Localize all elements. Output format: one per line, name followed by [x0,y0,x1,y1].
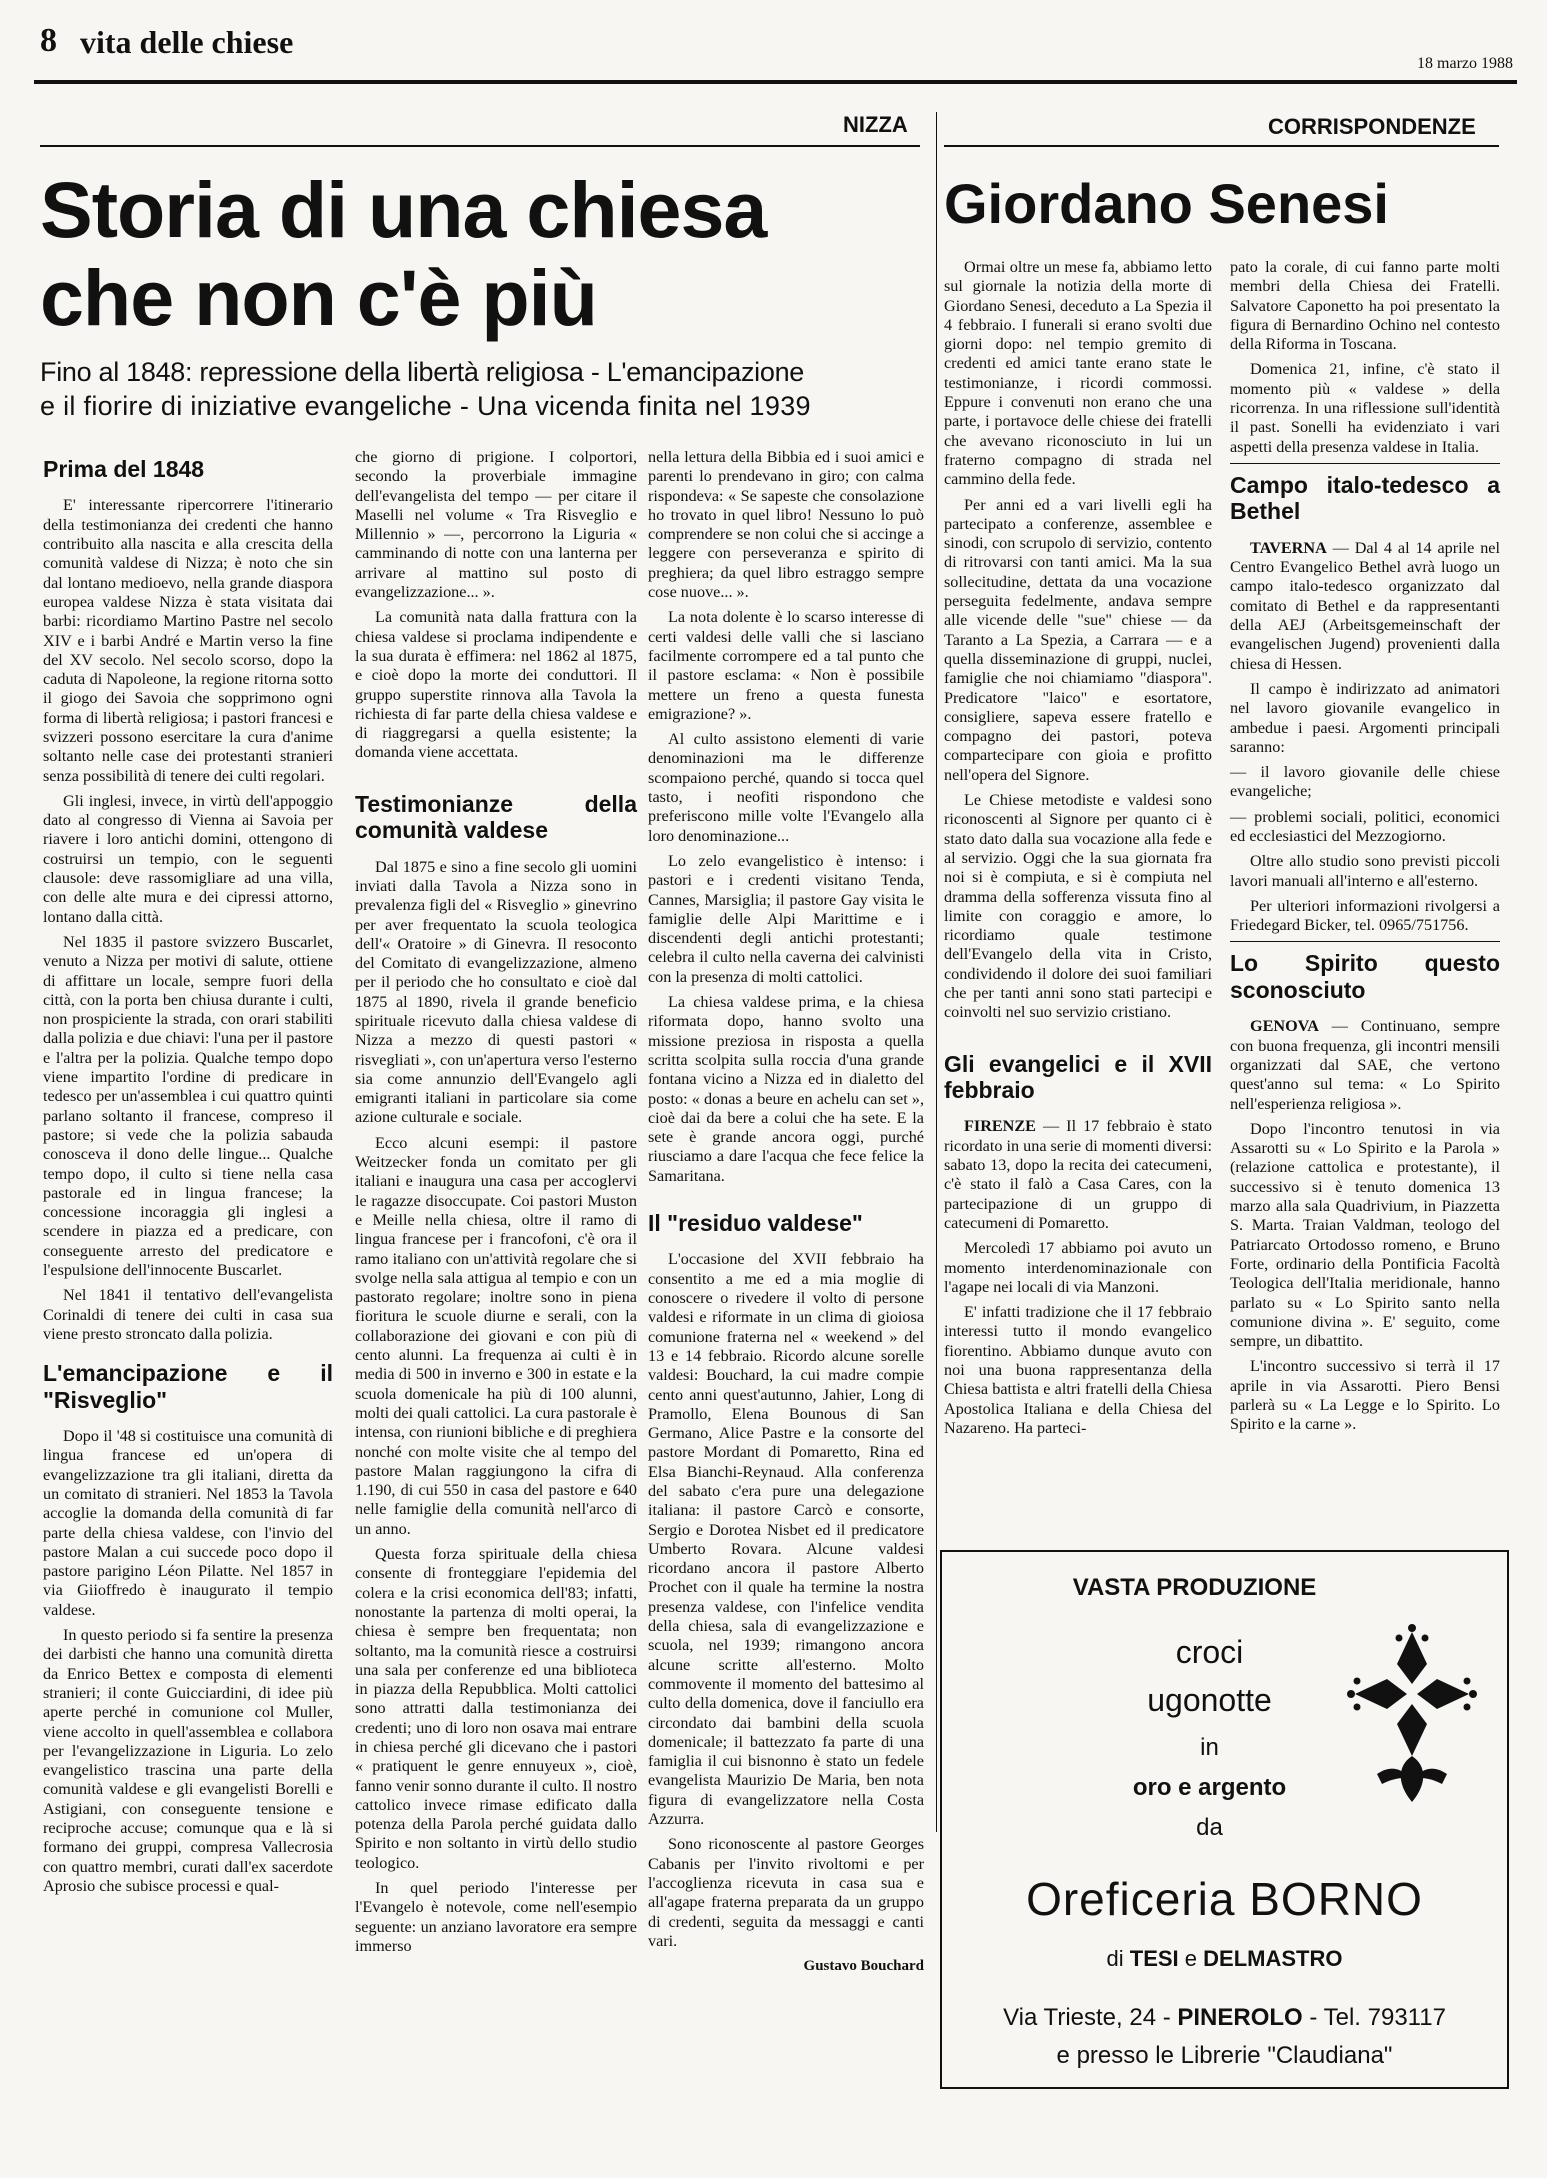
paragraph: Ormai oltre un mese fa, abbiamo letto sul giornale la notizia della morte di Giordano Senesi, deceduto a La Spezia il 4 febbraio. I funerali si erano svolti due giorni dopo: nel tempio gremito di credenti ed amici tante erano state le testimonianze, i ricordi commossi. Eppure i convenuti non erano che una parte, i portavoce delle chiese dei fratelli che avevano riconosciuto in lui un fraterno compagno di strada nel cammino della fede. [944,258,1212,489]
paragraph: E' interessante ripercorrere l'itinerario della testimonianza dei credenti che hanno contribuito alla nascita e alla crescita della comunità valdese di Nizza; è noto che sin dal lontano medioevo, nella grande diaspora europea valdese Nizza è stata visitata dai barbi: ricordiamo Martino Pastre nel secolo XIV e i barbi André e Martin verso la fine del XV secolo. Nel secolo scorso, dopo la caduta di Napoleone, la regione ritorna sotto il giogo dei Savoia che sopprimono ogni forma di libertà religiosa; i pastori francesi e svizzeri possono esercitare la cura d'anime soltanto nelle case dei protestanti stranieri senza possibilità di tenere dei culti regolari. [43,496,333,785]
ad-owners-mid: e [1178,1946,1204,1971]
dateline-taverna: TAVERNA [1250,538,1327,557]
paragraph: E' infatti tradizione che il 17 febbraio interessi tutto il mondo evangelico fiorentino. Abbiamo dunque avuto con noi una buona rappresentanza della Chiesa battista e altri fratelli della Chiesa Apostolica Italiana e della Chiesa del Nazareno. Ha parteci- [944,1303,1212,1437]
paragraph: Per anni ed a vari livelli egli ha partecipato a conferenze, assemblee e sinodi, con scrupolo di servizio, contento di ritrovarsi con tanti amici. Ma la sua sollecitudine, dettata da una vocazione perseguita fedelmente, andava sempre alle vicende delle "sue" chiese — da Taranto a La Spezia, a Carrara — e a quella disseminazione di gruppi, nuclei, famiglie che noi chiamiamo "diaspora". Predicatore "laico" e esortatore, consigliere, sapeva essere fratello e compagno dei pastori, poteva compartecipare con gioia e profitto nell'opera del Signore. [944,495,1212,784]
paragraph: Questa forza spirituale della chiesa consente di fronteggiare l'epidemia del colera e la crisi economica dell'83; infatti, nonostante la partenza di molti operai, la chiesa è sempre ben frequentata; non soltanto, ma la comunità riesce a costruirsi una sala per conferenze ed una biblioteca in piazza della Repubblica. Molti cattolici sono attratti dalla testimonianza dei credenti; uno di loro non osava mai entrare in chiesa perché gli dicevano che i pastori « pratiquent le genre ennuyeux », cioè, fanno venir sonno durante il culto. Il nostro cattolico invece rimase edificato dalla potenza della Parola perché guidata dallo Spirito e non soltanto in virtù dello studio teologico. [355,1545,637,1872]
author-signature: Gustavo Bouchard [803,1958,924,1975]
paragraph: Nel 1835 il pastore svizzero Buscarlet, venuto a Nizza per motivi di salute, ottiene di affittare un locale, sempre fuori della città, con la porta ben chiusa durante i culti, non prospiciente la strada, con orari stabiliti dalla polizia e due chiavi: l'una per il pastore e l'altra per la polizia. Qualche tempo dopo viene impartito l'ordine di predicare in tedesco per un'assemblea i cui quattro quinti parlano soltanto il francese, compreso il pastore; si vede che la polizia sabauda conosceva il dono delle lingue... Qualche tempo dopo, il culto si tiene nella casa pastorale ed in lingua francese; la concessione incoraggia gli inglesi a scendere in piazza ed a predicare, con conseguente arresto del predicatore e l'espulsione dell'innocente Buscarlet. [43,932,333,1280]
paragraph: Il campo è indirizzato ad animatori nel lavoro giovanile evangelico in ambedue i paesi. Argomenti principali saranno: [1230,679,1500,756]
paragraph: Dal 1875 e sino a fine secolo gli uomini inviati dalla Tavola a Nizza sono in prevalenza figli del « Risveglio » ginevrino per aver frequentato la scuola teologica dell'« Oratoire » di Ginevra. Il resoconto del Comitato di evangelizzazione, almeno per il periodo che ho consultato e cioè dal 1875 al 1890, rivela il grande beneficio spirituale ricevuto dalla chiesa valdese di Nizza a mezzo di questi pastori « risvegliati », con un'apertura verso l'esterno sia come annunzio dell'Evangelo agli emigranti italiani in particolare sia come azione culturale e sociale. [355,857,637,1127]
paragraph: Al culto assistono elementi di varie denominazioni ma le differenze scompaiono perché, quando si tocca quel tasto, i neofiti rispondono che preferiscono mille volte l'Evangelo alla loro denominazione... [648,730,924,845]
article-column-3 [648,448,924,1976]
subheading-residuo-valdese: Il "residuo valdese" [648,1209,863,1236]
ad-footer: e presso le Librerie "Claudiana" [1056,2042,1393,2069]
paragraph [944,1117,1212,1233]
ad-line-croci: croci [1175,1634,1244,1670]
paragraph-text: — Dal 4 al 14 aprile nel Centro Evangelico Bethel avrà luogo un campo italo-tedesco organizzato dal comitato di Bethel e da rappresentanti della AEJ (Arbeitsgemeinschaft der evangelischen Jugend) provenienti dalla chiesa di Hessen. [1230,538,1500,673]
section-title: vita delle chiese [80,24,294,60]
paragraph: Lo zelo evangelistico è intenso: i pastori e i credenti visitano Tenda, Cannes, Marsiglia; il pastore Gay visita le famiglie delle Alpi Marittime e i discendenti degli antichi protestanti; celebra il culto nella caverna dei calvinisti con la presenza di molti cattolici. [648,851,924,986]
subheading-prima-1848: Prima del 1848 [43,456,205,482]
paragraph: Nel 1841 il tentativo dell'evangelista Corinaldi di tenere dei culti in casa sua viene presto stroncato dalla polizia. [43,1286,333,1343]
paragraph: Dopo l'incontro tenutosi in via Assarotti su « Lo Spirito e la Parola » (relazione cattolica e protestante), il successivo si è tenuto domenica 13 marzo alla sala Quadrivium, in Piazzetta S. Marta. Traian Valdman, teologo del Patriarcato Ortodosso romeno, e Bruno Forte, ordinario della Pontificia Facoltà Teologica dell'Italia meridionale, hanno parlato su « Lo Spirito santo nella comunione divina ». E' seguito, come sempre, un dibattito. [1230,1119,1500,1351]
list-item: — problemi sociali, politici, economici ed ecclesiastici del Mezzogiorno. [1230,807,1500,845]
paragraph: L'occasione del XVII febbraio ha consentito a me ed a mia moglie di conoscere o rivedere il volto di persone valdesi e riformate in un clima di gioiosa comunione fraterna nel « weekend » del 13 e 14 febbraio. Ricordo alcune sorelle valdesi: Bouchard, la cui madre compie cento anni quest'autunno, Jahier, Long di Pramollo, Elena Bounous di San Germano, Alice Pastre e la consorte del pastore Mordant di Pomaretto, Rina ed Elsa Bianchi-Reynaud. Alla conferenza del sabato c'era pure una delegazione italiana: il pastore Carcò e consorte, Sergio e Dorotea Nisbet ed il predicatore Umberto Rovara. Alcune valdesi ricordano ancora il pastore Alberto Prochet con il quale ha termine la nostra presenza valdese, con l'infelice vendita della chiesa, sala di evangelizzazione e scuola, nel 1939; rimangono ancora alcune scritte all'esterno. Molto commovente il momento del battesimo al culto della domenica, dove il fanciullo era circondato dai bambini della scuola domenicale; il battezzato fa parte di una famiglia il cui bisnonno è stato un fedele evangelista Maurizio De Maria, ben nota figura di evangelizzatore nella Costa Azzurra. [648,1250,924,1829]
ad-address-phone: - Tel. 793117 [1302,2004,1446,2031]
ad-brand: Oreficeria BORNO [1026,1873,1423,1925]
dateline-firenze: FIRENZE [964,1117,1036,1136]
column-divider [936,112,937,1832]
paragraph: La comunità nata dalla frattura con la chiesa valdese si proclama indipendente e la sua durata è effimera: nel 1862 al 1875, e cioè dopo la morte dei conduttori. Il gruppo superstite rinnova alla Tavola la richiesta di far parte della chiesa valdese e di riaggregarsi a quella esistente; la domanda viene accettata. [355,608,637,762]
paragraph: Sono riconoscente al pastore Georges Cabanis per l'invito rivoltomi e per l'accoglienza ricevuta in casa sua e all'agape fraterna preparata da un gruppo di credenti, seguita da messaggi e canti vari. [648,1835,924,1950]
paragraph: La nota dolente è lo scarso interesse di certi valdesi delle valli che si lasciano facilmente corrompere ed a tal punto che il pastore esclama: « Non è possibile mettere un freno a questa funesta emigrazione? ». [648,608,924,723]
advertisement-borno [940,1550,1509,2089]
page-number: 8 [40,22,57,59]
paragraph [1230,539,1500,674]
section-rule [1230,463,1500,464]
subheading-lo-spirito: Lo Spirito questo sconosciuto [1230,950,1500,1003]
paragraph: L'incontro successivo si terrà il 17 aprile in via Assarotti. Piero Bensi parlerà su « La Legge e lo Spirito. Lo Spirito e la carne ». [1230,1357,1500,1434]
subheading-evangelici-17-febbraio: Gli evangelici e il XVII febbraio [944,1050,1212,1104]
right-column-1 [944,258,1212,1444]
deck-line1: Fino al 1848: repressione della libertà religiosa - L'emancipazione [40,357,805,387]
paragraph: nella lettura della Bibbia ed i suoi amici e parenti lo prendevano in giro; con calma rispondeva: « Se sapeste che consolazione ho trovato in quel libro! Nessuno lo può comprendere se non colui che si accinge a leggere con perseveranza e spirito di preghiera; da quel libro estraggo sempre cose nuove... ». [648,448,924,602]
huguenot-cross-icon [1347,1624,1477,1804]
right-column-2 [1230,258,1500,1441]
article-column-2 [355,448,637,1962]
ad-owner-2: DELMASTRO [1203,1946,1343,1971]
paragraph-text: — Continuano, sempre con buona frequenza, gli incontri mensili organizzati dal SAE, che vertono quest'anno sul tema: « Lo Spirito nell'esperienza religiosa ». [1230,1017,1500,1113]
article-title-line2: che non c'è più [40,253,597,342]
paragraph: pato la corale, di cui fanno parte molti membri della Chiesa dei Fratelli. Salvatore Caponetto ha poi presentato la figura di Bernardino Ochino nel contesto della Riforma in Toscana. [1230,258,1500,354]
paragraph-text: — Il 17 febbraio è stato ricordato in una serie di momenti diversi: sabato 13, dopo la recita dei catecumeni, c'è stato il falò a Casa Cares, con la partecipazione di un gruppo di catecumeni di Pomaretto. [944,1117,1212,1232]
paragraph: Ecco alcuni esempi: il pastore Weitzecker fonda un comitato per gli italiani e inaugura una casa per accoglervi le ragazze disoccupate. Coi pastori Muston e Meille nella chiesa, oltre il ramo di lingua francese per i francofoni, c'è ora il ramo italiano con un'attività regolare che si svolge nella sala attigua al tempio e con un pastorato regolare; inoltre sono in piena fioritura le scuole diurne e serali, con la collaborazione dei giovani e con più di cento alunni. La frequenza ai culti è in media di 500 in inverno e 300 in estate e la scuola domenicale ha più di 100 alunni, molti dei quali cattolici. La cura pastorale è intensa, con riunioni bibliche e di preghiera nonché con molte visite che al tempo del pastore Malan raggiungono la cifra di 1.190, di cui 550 in casa del pastore e 640 nelle famiglie della comunità nell'arco di un anno. [355,1133,637,1538]
paragraph: che giorno di prigione. I colportori, secondo la proverbiale immagine dell'evangelista del tempo — per citare il Maselli nel volume « Tra Risveglio e Millennio » —, percorrono la Liguria « camminando di notte con una lanterna per arrivare al mattino sul posto di evangelizzazione... ». [355,448,637,602]
article-deck [40,356,930,424]
paragraph: Le Chiese metodiste e valdesi sono riconoscenti al Signore per quanto ci è stato dato dalla sua vocazione alla fede e al servizio. Oggi che la sua giornata fra noi si è compiuta, e si è compiuta nel dramma della sofferenza vissuta fino al limite con coraggio e amore, lo ricordiamo quale testimone dell'Evangelo della vita in Cristo, condividendo il dolore dei suoi familiari che per tanti anni sono stati partecipi e coinvolti nel suo servizio cristiano. [944,791,1212,1022]
ad-address-city: PINEROLO [1177,2004,1303,2031]
masthead-rule [34,80,1517,84]
ad-title: VASTA PRODUZIONE [1072,1574,1317,1601]
ad-line-da: da [1196,1814,1223,1841]
paragraph: In questo periodo si fa sentire la presenza dei darbisti che hanno una comunità diretta da Enrico Bettex e composta di elementi stranieri; il conte Guicciardini, di idee più aperte perché in comunione col Muller, viene accolto in quell'assemblea e collabora per l'evangelizzazione in Liguria. Lo zelo evangelistico trascina una parte della comunità valdese e gli evangelisti Borelli e Astigiani, con conseguente tensione e reciproche accuse; comunque qua e là si formano dei gruppi, compresa Vallecrosia con quattro membri, curati dall'ex sacerdote Aprosio che subisce processi e qual- [43,1626,333,1895]
subheading-campo-bethel: Campo italo-tedesco a Bethel [1230,471,1500,525]
subheading-testimonianze: Testimonianze della comunità valdese [355,790,637,844]
ad-address [942,2004,1507,2032]
paragraph: Per ulteriori informazioni rivolgersi a Friedegard Bicker, tel. 0965/751756. [1230,896,1500,935]
paragraph: Dopo il '48 si costituisce una comunità di lingua francese ed un'opera di evangelizzazione tra gli italiani, diretta da un comitato di stranieri. Nel 1853 la Tavola accoglie la domanda della comunità di far parte della chiesa valdese, con l'invio del pastore Malan a cui succede poco dopo il pastore parigino Léon Pilatte. Nel 1857 in via Giioffredo è inaugurato il tempio valdese. [43,1427,333,1619]
kicker-rule-right [944,145,1499,147]
article-title-line1: Storia di una chiesa [40,165,767,254]
ad-owners [942,1946,1507,1972]
paragraph: La chiesa valdese prima, e la chiesa riformata dopo, hanno svolto una missione preziosa in risposta a quella scritta scolpita sulla roccia d'una grande fontana vicino a Nizza ed in dialetto del posto: « donas a beure en achelu can set », cioè dai da bere a colui che ha sete. E la sete è grande ancora oggi, purché riusciamo a dare l'acqua che fece felice la Samaritana. [648,993,924,1185]
dateline-genova: GENOVA [1250,1017,1319,1036]
ad-line-ugonotte: ugonotte [1147,1682,1272,1718]
article-column-1 [43,448,333,1902]
ad-owner-1: TESI [1129,1946,1179,1971]
list-item: — il lavoro giovanile delle chiese evangeliche; [1230,763,1500,801]
ad-line-in: in [1200,1734,1219,1761]
issue-date: 18 marzo 1988 [1417,55,1513,72]
ad-address-street: Via Trieste, 24 - [1003,2004,1178,2031]
kicker-corrispondenze: CORRISPONDENZE [1268,114,1476,139]
kicker-rule-left [40,145,920,147]
section-rule [1230,941,1500,942]
paragraph: Domenica 21, infine, c'è stato il momento più « valdese » della ricorrenza. In una riflessione sull'identità il past. Sonelli ha evidenziato i vari aspetti della presenza valdese in Italia. [1230,360,1500,456]
paragraph: Oltre allo studio sono previsti piccoli lavori manuali all'interno e all'esterno. [1230,852,1500,890]
ad-owners-pre: di [1106,1946,1130,1971]
kicker-nizza: NIZZA [843,112,908,137]
subheading-emancipazione: L'emancipazione e il "Risveglio" [43,1360,333,1413]
paragraph: Gli inglesi, invece, in virtù dell'appoggio dato al congresso di Vienna ai Savoia per riavere i loro antichi domini, ottengono di costruirsi un tempio, con le seguenti clausole: deve rassomigliare ad una villa, con delle alte mura e dei cipressi attorno, lontano dalla città. [43,791,333,926]
deck-line2: e il fiorire di iniziative evangeliche - Una vicenda finita nel 1939 [40,390,811,421]
paragraph: Mercoledì 17 abbiamo poi avuto un momento interdenominazionale con l'agape nei locali di via Manzoni. [944,1239,1212,1296]
paragraph: In quel periodo l'interesse per l'Evangelo è notevole, come nell'esempio seguente: un anziano lavoratore era sempre immerso [355,1879,637,1955]
giordano-senesi-title: Giordano Senesi [944,172,1389,235]
paragraph [1230,1017,1500,1113]
ad-line-oro-argento: oro e argento [1132,1774,1287,1801]
